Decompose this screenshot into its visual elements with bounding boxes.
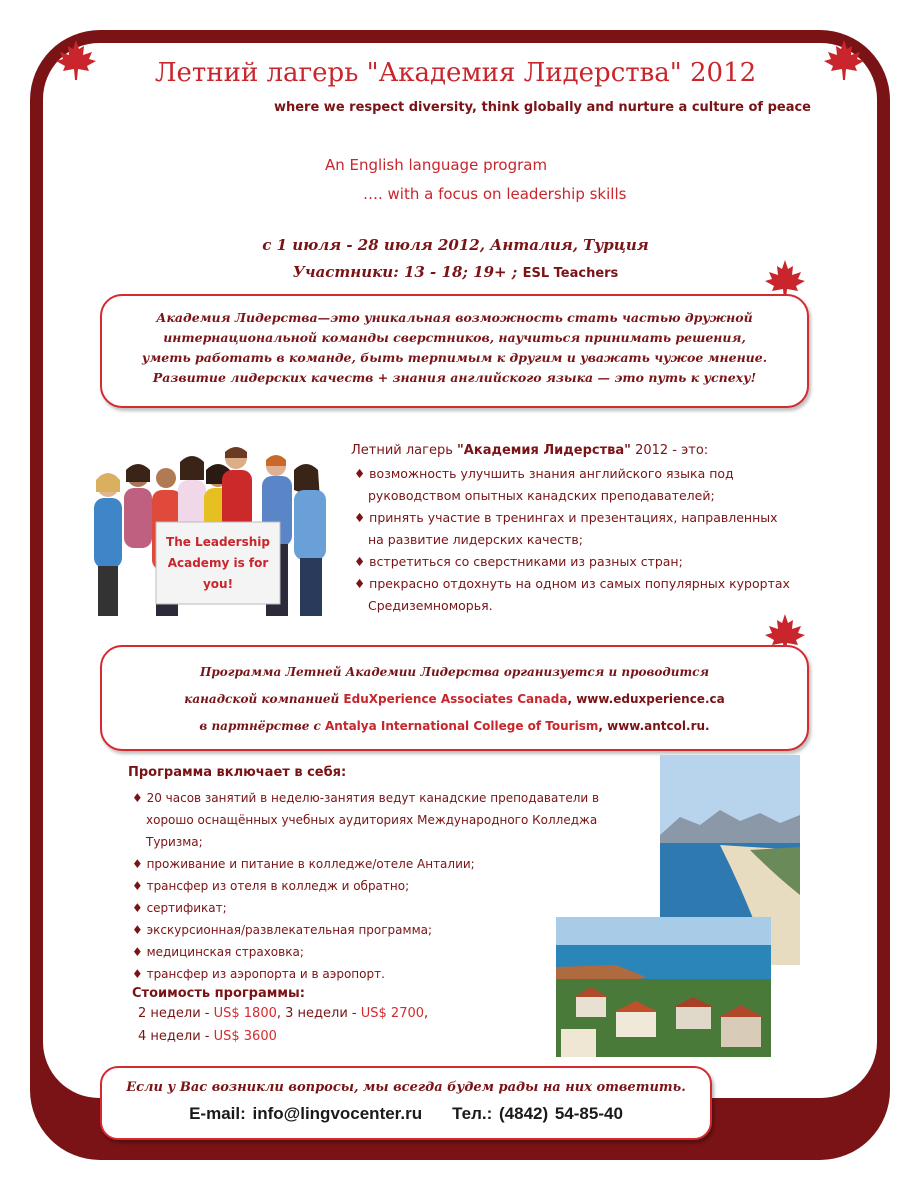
cost-3w-price: US$ 2700	[360, 1006, 425, 1021]
organizer-line-2	[110, 686, 799, 713]
features-heading-post: 2012 - это:	[630, 443, 709, 458]
cost-2w-label: 2 недели -	[138, 1006, 214, 1021]
list-item: ♦ прекрасно отдохнуть на одном из самых популярных курортах Средиземноморья.	[354, 576, 790, 613]
sign-text-1: The Leadership	[166, 535, 270, 549]
cost-line-1	[138, 1006, 428, 1021]
list-item: ♦ трансфер из отеля в колледж и обратно;	[132, 879, 410, 893]
cost-3w-label: , 3 недели -	[276, 1006, 361, 1021]
includes-list	[132, 787, 612, 985]
organizer-line-2-pre: канадской компанией	[184, 692, 344, 706]
organizer-line-3	[110, 713, 799, 740]
program-subtitle-1: An English language program	[325, 156, 548, 174]
list-item: ♦ принять участие в тренингах и презентациях, направленных на развитие лидерских качеств;	[354, 510, 778, 547]
camp-dates: с 1 июля - 28 июля 2012, Анталия, Турция	[262, 236, 649, 254]
list-item: ♦ экскурсионная/развлекательная программа;	[132, 923, 433, 937]
sign-text-2: Academy is for	[167, 556, 269, 570]
list-item: ♦ встретиться со сверстниками из разных стран;	[354, 554, 683, 569]
students-group-photo	[88, 440, 346, 618]
sign-text-3: you!	[202, 577, 234, 591]
participants-label: Участники: 13 - 18; 19+ ;	[292, 263, 518, 281]
contact-box	[100, 1066, 712, 1140]
contact-email[interactable]: E-mail: info@lingvocenter.ru	[189, 1104, 423, 1123]
organizer-company-url[interactable]: , www.eduxperience.ca	[567, 692, 725, 706]
contact-question: Если у Вас возникли вопросы, мы всегда будем рады на них ответить.	[126, 1080, 686, 1095]
organizer-line-3-pre: в партнёрстве с	[199, 719, 325, 733]
cost-2w-price: US$ 1800	[213, 1006, 277, 1021]
intro-line: Развитие лидерских качеств + знания английского языка — это путь к успеху!	[152, 370, 757, 385]
list-item: ♦ трансфер из аэропорта и в аэропорт.	[132, 967, 385, 981]
antalya-harbor-photo	[556, 917, 771, 1057]
contact-phone[interactable]: Тел.: (4842) 54-85-40	[452, 1104, 623, 1123]
participants	[0, 263, 911, 281]
list-item: ♦ возможность улучшить знания английского языка под руководством опытных канадских преподавателей;	[354, 466, 734, 503]
organizer-line-1: Программа Летней Академии Лидерства организуется и проводится	[200, 665, 709, 679]
cost-4w-price: US$ 3600	[213, 1029, 277, 1044]
participants-extra: ESL Teachers	[522, 266, 619, 281]
features-list	[354, 463, 794, 617]
organizer-company: EduXperience Associates Canada	[343, 692, 568, 706]
contact-details	[102, 1104, 710, 1124]
features-heading-pre: Летний лагерь	[351, 443, 458, 458]
intro-line: Академия Лидерства—это уникальная возможность стать частью дружной	[156, 310, 753, 325]
organizer-box	[100, 645, 809, 751]
partner-college: Antalya International College of Tourism	[325, 719, 599, 733]
cost-4w-label: 4 недели -	[138, 1029, 214, 1044]
list-item: ♦ сертификат;	[132, 901, 227, 915]
intro-line: уметь работать в команде, быть терпимым к другим и уважать чужое мнение.	[141, 350, 768, 365]
cost-3w-tail: ,	[424, 1006, 429, 1021]
list-item: ♦ проживание и питание в колледже/отеле Анталии;	[132, 857, 475, 871]
features-heading	[351, 443, 708, 458]
cost-line-2	[138, 1029, 277, 1044]
tagline: where we respect diversity, think globally and nurture a culture of peace	[273, 100, 811, 115]
intro-line: интернациональной команды сверстников, научиться принимать решения,	[163, 330, 746, 345]
list-item: ♦ медицинская страховка;	[132, 945, 304, 959]
intro-box	[100, 294, 809, 408]
partner-college-url[interactable]: , www.antcol.ru.	[598, 719, 710, 733]
features-heading-bold: "Академия Лидерства"	[457, 443, 631, 458]
includes-heading: Программа включает в себя:	[128, 765, 347, 780]
list-item: ♦ 20 часов занятий в неделю-занятия ведут канадские преподаватели в хорошо оснащённых учебных аудиториях Международного Колледжа Туризма;	[132, 791, 600, 849]
program-subtitle-2: …. with a focus on leadership skills	[363, 185, 627, 203]
cost-heading: Стоимость программы:	[132, 986, 305, 1001]
page-title: Летний лагерь "Академия Лидерства" 2012	[154, 58, 757, 88]
